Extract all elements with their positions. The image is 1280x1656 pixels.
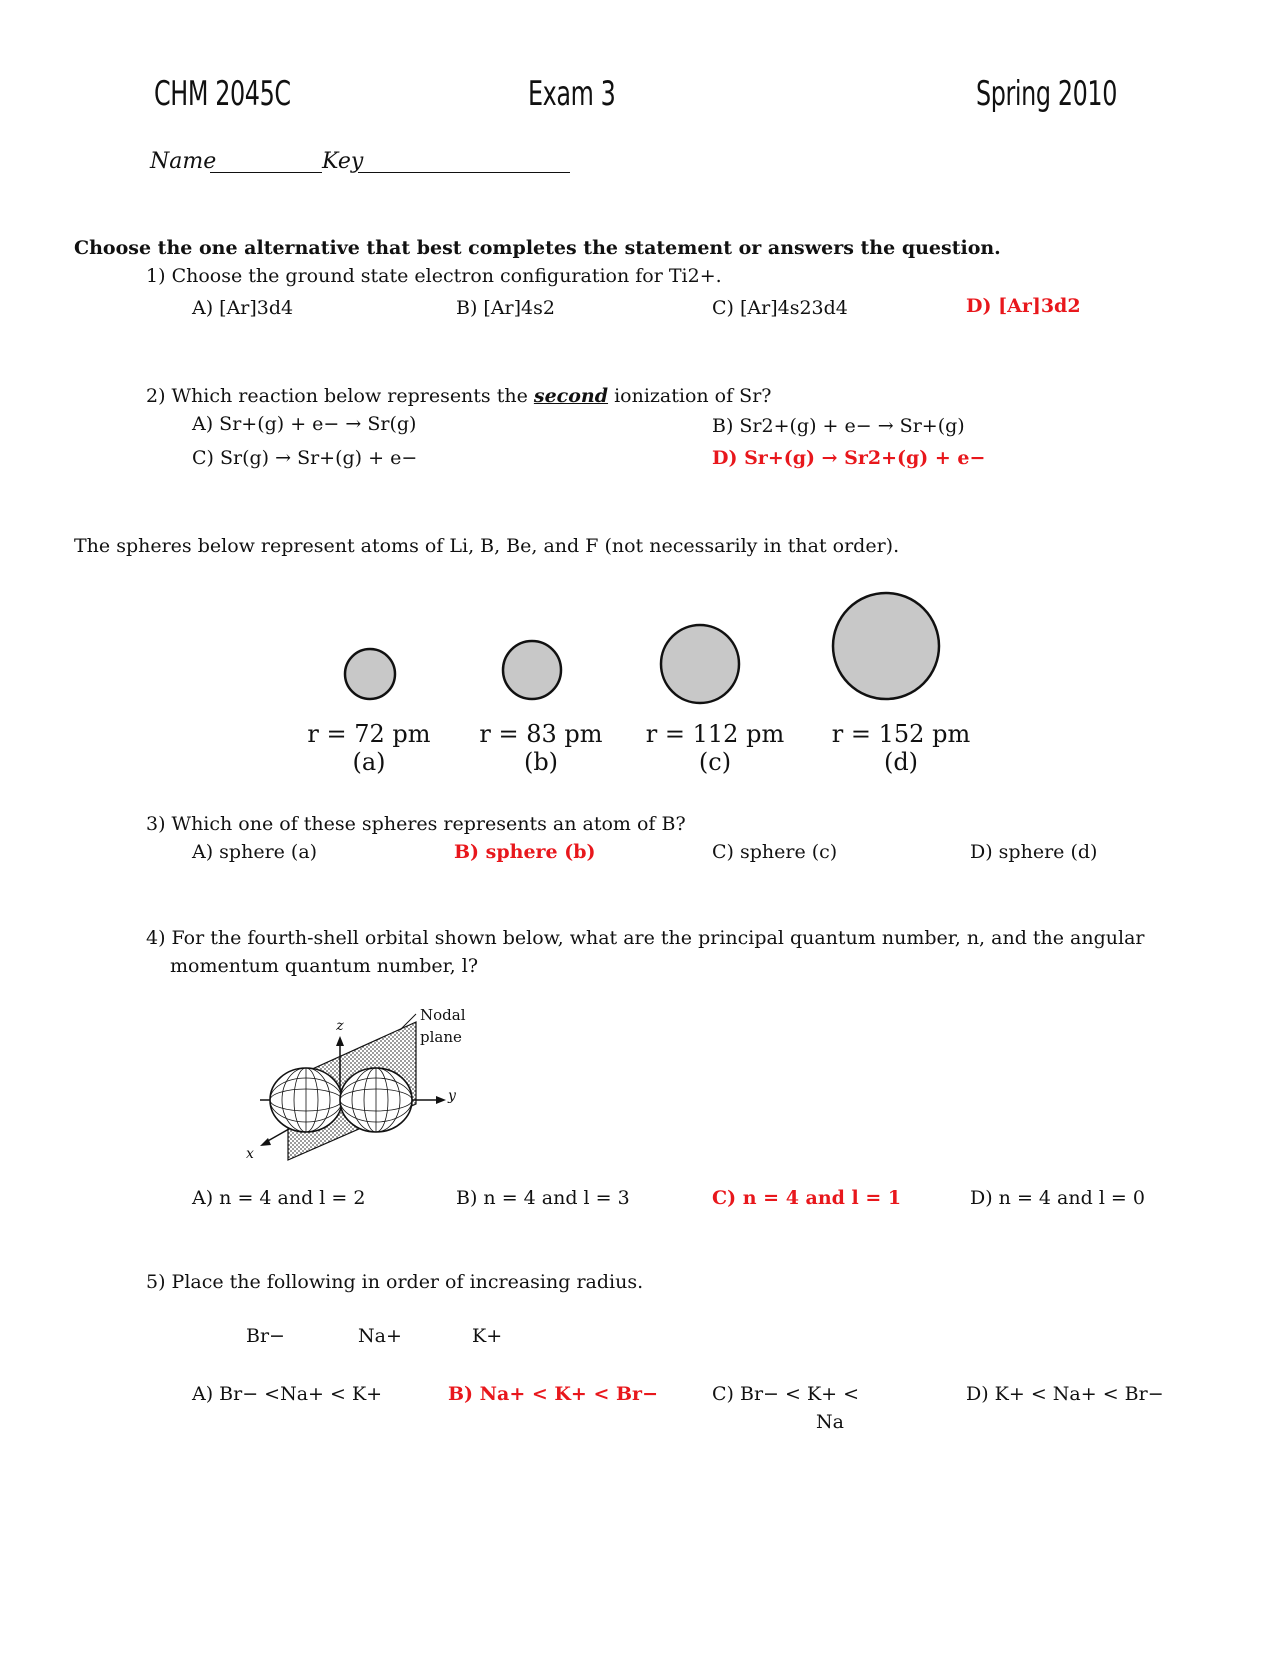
x-axis-label: x — [246, 1146, 254, 1162]
q1-number: 1) — [146, 265, 166, 287]
q1-option-c[interactable]: C) [Ar]4s23d4 — [712, 297, 848, 319]
q2-option-d-answer[interactable]: D) Sr+(g) → Sr2+(g) + e− — [712, 447, 986, 469]
y-axis-label: y — [448, 1088, 456, 1104]
q2-question — [146, 384, 771, 408]
q2-option-a[interactable]: A) Sr+(g) + e− → Sr(g) — [192, 413, 417, 435]
q3-question: 3) Which one of these spheres represents an atom of B? — [146, 813, 686, 835]
plane-label: plane — [420, 1028, 462, 1046]
q4-question-line2: momentum quantum number, l? — [170, 955, 479, 977]
spheres-figure — [0, 580, 1280, 720]
sphere-c-radius: r = 112 pm — [645, 720, 785, 748]
q4-option-a[interactable]: A) n = 4 and l = 2 — [192, 1187, 366, 1209]
q5-ion-br: Br− — [246, 1325, 285, 1347]
name-underline-1 — [210, 172, 322, 173]
q2-text-pre: 2) Which reaction below represents the — [146, 385, 528, 407]
q5-option-a[interactable]: A) Br− <Na+ < K+ — [192, 1383, 383, 1405]
q1-option-b[interactable]: B) [Ar]4s2 — [456, 297, 555, 319]
sphere-a-letter: (a) — [352, 748, 386, 776]
sphere-c — [661, 625, 739, 703]
q5-ion-na: Na+ — [358, 1325, 402, 1347]
q2-option-b[interactable]: B) Sr2+(g) + e− → Sr+(g) — [712, 415, 965, 437]
nodal-label: Nodal — [420, 1006, 466, 1024]
q5-question: 5) Place the following in order of increasing radius. — [146, 1271, 644, 1293]
sphere-a-radius: r = 72 pm — [307, 720, 431, 748]
sphere-b-letter: (b) — [523, 748, 559, 776]
name-underline-2 — [358, 172, 570, 173]
instructions: Choose the one alternative that best completes the statement or answers the question. — [74, 237, 1001, 259]
sphere-d — [833, 593, 939, 699]
q5-option-d[interactable]: D) K+ < Na+ < Br− — [966, 1383, 1164, 1405]
sphere-a — [345, 649, 395, 699]
orbital-lobe-right — [340, 1068, 412, 1132]
q2-emphasis: second — [533, 385, 609, 407]
p-orbital-figure — [240, 1000, 500, 1180]
x-axis-arrow — [260, 1138, 271, 1146]
q5-option-c[interactable]: C) Br− < K+ < — [712, 1383, 860, 1405]
q1-option-a[interactable]: A) [Ar]3d4 — [192, 297, 294, 319]
q4-option-b[interactable]: B) n = 4 and l = 3 — [456, 1187, 630, 1209]
q5-option-c-wrap: Na — [816, 1411, 844, 1433]
q4-question-line1: 4) For the fourth-shell orbital shown below, what are the principal quantum number, n, and the angular — [146, 927, 1145, 949]
name-value: Key — [322, 149, 364, 174]
q4-option-c-answer[interactable]: C) n = 4 and l = 1 — [712, 1187, 902, 1209]
q2-option-c[interactable]: C) Sr(g) → Sr+(g) + e− — [192, 447, 418, 469]
exam-term: Spring 2010 — [976, 74, 1118, 114]
name-label: Name — [150, 149, 217, 174]
q3-option-c[interactable]: C) sphere (c) — [712, 841, 838, 863]
q1-question — [146, 264, 722, 288]
y-axis-arrow — [436, 1096, 446, 1104]
sphere-d-radius: r = 152 pm — [831, 720, 971, 748]
q5-option-b-answer[interactable]: B) Na+ < K+ < Br− — [448, 1383, 658, 1405]
spheres-intro: The spheres below represent atoms of Li, B, Be, and F (not necessarily in that order). — [74, 535, 900, 557]
sphere-c-letter: (c) — [698, 748, 732, 776]
q3-option-b-answer[interactable]: B) sphere (b) — [454, 841, 596, 863]
z-axis-arrow — [336, 1036, 344, 1046]
sphere-b-radius: r = 83 pm — [479, 720, 603, 748]
exam-title: Exam 3 — [528, 74, 616, 114]
z-axis-label: z — [336, 1018, 344, 1034]
course-code: CHM 2045C — [154, 74, 291, 114]
orbital-lobe-left — [270, 1068, 342, 1132]
q1-text: Choose the ground state electron configuration for Ti2+. — [171, 265, 722, 287]
q1-option-d-answer[interactable]: D) [Ar]3d2 — [966, 295, 1081, 317]
sphere-d-letter: (d) — [883, 748, 919, 776]
q3-option-a[interactable]: A) sphere (a) — [192, 841, 318, 863]
sphere-b — [503, 641, 561, 699]
q3-option-d[interactable]: D) sphere (d) — [970, 841, 1098, 863]
q4-option-d[interactable]: D) n = 4 and l = 0 — [970, 1187, 1145, 1209]
q5-ion-k: K+ — [472, 1325, 503, 1347]
q2-text-post: ionization of Sr? — [614, 385, 772, 407]
